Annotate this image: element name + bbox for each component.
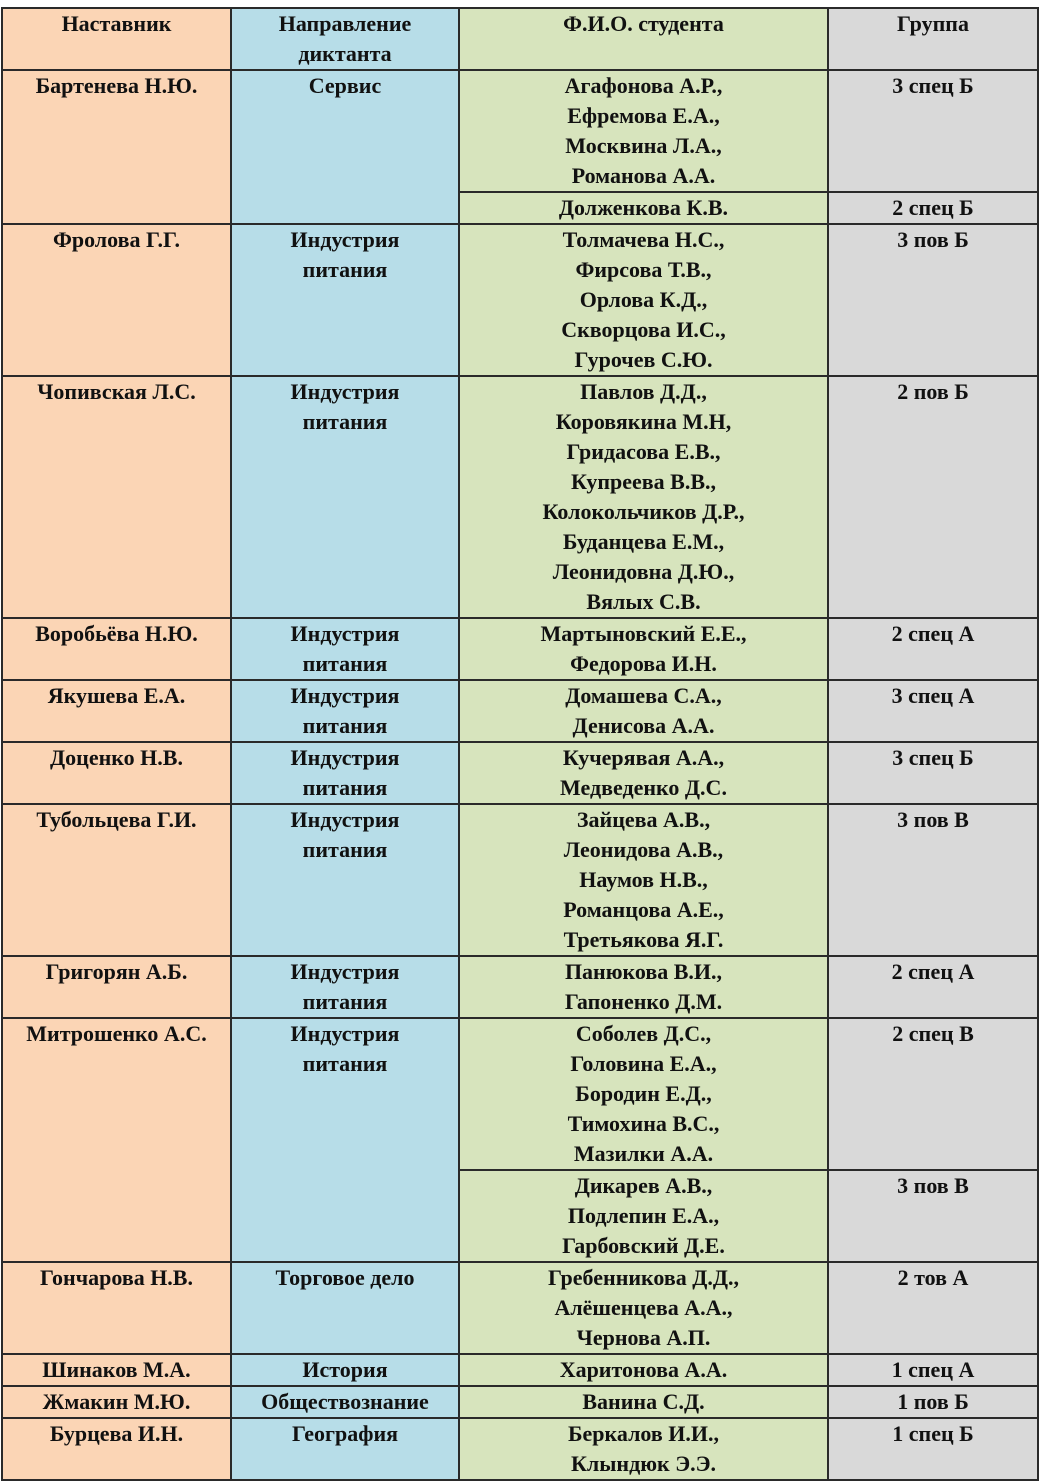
direction-cell — [231, 1354, 459, 1386]
mentor-name: Бартенева Н.Ю. — [35, 73, 198, 98]
student-name: Гапоненко Д.М. — [564, 989, 723, 1014]
group-cell — [828, 1170, 1038, 1262]
header-row — [2, 8, 1038, 70]
mentor-cell — [2, 1386, 231, 1418]
group-cell — [828, 1354, 1038, 1386]
direction-line: питания — [302, 257, 388, 282]
students-cell — [459, 1262, 828, 1354]
group-cell — [828, 618, 1038, 680]
mentor-name: Жмакин М.Ю. — [42, 1389, 191, 1414]
group-cell — [828, 376, 1038, 618]
direction-line: питания — [302, 837, 388, 862]
group-cell — [828, 1018, 1038, 1170]
student-name: Москвина Л.А., — [565, 133, 722, 158]
students-cell — [459, 192, 828, 224]
student-name: Медведенко Д.С. — [560, 775, 727, 800]
student-name: Орлова К.Д., — [579, 287, 708, 312]
student-name: Коровякина М.Н, — [555, 409, 732, 434]
student-name: Вялых С.В. — [586, 589, 701, 614]
student-name: Наумов Н.В., — [579, 867, 708, 892]
student-name: Соболев Д.С., — [575, 1021, 712, 1046]
mentor-name: Чопивская Л.С. — [37, 379, 196, 404]
students-cell — [459, 1386, 828, 1418]
table-row — [2, 1018, 1038, 1170]
direction-cell — [231, 1018, 459, 1262]
student-name: Федорова И.Н. — [570, 651, 717, 676]
mentor-name: Григорян А.Б. — [45, 959, 188, 984]
students-cell — [459, 224, 828, 376]
student-name: Клындюк Э.Э. — [570, 1451, 717, 1476]
students-cell — [459, 70, 828, 192]
student-name: Павлов Д.Д., — [580, 379, 707, 404]
direction-cell — [231, 224, 459, 376]
group-name: 3 пов В — [897, 1173, 969, 1198]
student-name: Гридасова Е.В., — [566, 439, 721, 464]
mentor-name: Тубольцева Г.И. — [36, 807, 197, 832]
mentor-name: Воробьёва Н.Ю. — [35, 621, 198, 646]
student-name: Харитонова А.А. — [559, 1357, 728, 1382]
mentor-cell — [2, 618, 231, 680]
student-name: Ефремова Е.А., — [567, 103, 720, 128]
table-row — [2, 680, 1038, 742]
students-cell — [459, 618, 828, 680]
student-name: Тимохина В.С., — [567, 1111, 720, 1136]
mentor-name: Фролова Г.Г. — [52, 227, 181, 252]
direction-cell — [231, 1262, 459, 1354]
direction-line: Индустрия — [290, 745, 400, 770]
direction-line: География — [291, 1421, 399, 1446]
student-name: Гребенникова Д.Д., — [547, 1265, 740, 1290]
group-name: 3 пов Б — [897, 227, 969, 252]
table-row — [2, 956, 1038, 1018]
group-cell — [828, 192, 1038, 224]
student-name: Мартыновский Е.Е., — [540, 621, 747, 646]
table-row — [2, 618, 1038, 680]
mentor-name: Митрошенко А.С. — [26, 1021, 207, 1046]
student-name: Скворцова И.С., — [561, 317, 726, 342]
student-name: Домашева С.А., — [565, 683, 722, 708]
mentor-name: Шинаков М.А. — [42, 1357, 191, 1382]
student-name: Мазилки А.А. — [573, 1141, 714, 1166]
mentor-cell — [2, 956, 231, 1018]
mentor-name: Доценко Н.В. — [50, 745, 183, 770]
table-row — [2, 742, 1038, 804]
group-name: 1 спец А — [891, 1357, 975, 1382]
direction-cell — [231, 1418, 459, 1480]
mentor-cell — [2, 1354, 231, 1386]
direction-cell — [231, 680, 459, 742]
header-direction-line: диктанта — [298, 41, 392, 66]
student-name: Чернова А.П. — [576, 1325, 711, 1350]
mentor-cell — [2, 376, 231, 618]
group-name: 3 спец Б — [892, 73, 974, 98]
group-name: 2 спец А — [891, 959, 975, 984]
direction-line: питания — [302, 651, 388, 676]
group-cell — [828, 742, 1038, 804]
direction-line: Индустрия — [290, 379, 400, 404]
students-cell — [459, 1354, 828, 1386]
direction-line: Индустрия — [290, 683, 400, 708]
group-name: 2 спец А — [891, 621, 975, 646]
mentor-cell — [2, 1262, 231, 1354]
direction-line: питания — [302, 989, 388, 1014]
header-direction-line: Направление — [278, 11, 412, 36]
group-cell — [828, 804, 1038, 956]
direction-line: питания — [302, 713, 388, 738]
direction-line: Обществознание — [261, 1389, 429, 1414]
student-name: Фирсова Т.В., — [575, 257, 712, 282]
table-row — [2, 1262, 1038, 1354]
student-name: Головина Е.А., — [570, 1051, 717, 1076]
direction-line: Сервис — [308, 73, 382, 98]
direction-cell — [231, 618, 459, 680]
header-group — [828, 8, 1038, 70]
student-name: Агафонова А.Р., — [564, 73, 723, 98]
direction-line: питания — [302, 1051, 388, 1076]
mentor-cell — [2, 804, 231, 956]
direction-line: Индустрия — [290, 959, 400, 984]
mentor-name: Гончарова Н.В. — [39, 1265, 193, 1290]
group-cell — [828, 956, 1038, 1018]
student-name: Романцова А.Е., — [563, 897, 724, 922]
header-direction — [231, 8, 459, 70]
table-body — [2, 70, 1038, 1480]
direction-line: Индустрия — [290, 227, 400, 252]
table-row — [2, 70, 1038, 192]
group-name: 3 спец А — [891, 683, 975, 708]
direction-line: Индустрия — [290, 621, 400, 646]
table-row — [2, 224, 1038, 376]
group-name: 2 пов Б — [897, 379, 969, 404]
student-name: Панюкова В.И., — [564, 959, 723, 984]
direction-cell — [231, 376, 459, 618]
student-name: Денисова А.А. — [572, 713, 715, 738]
direction-line: Индустрия — [290, 1021, 400, 1046]
group-name: 3 пов В — [897, 807, 969, 832]
student-name: Алёшенцева А.А., — [554, 1295, 733, 1320]
table-row — [2, 1418, 1038, 1480]
student-name: Третьякова Я.Г. — [563, 927, 724, 952]
group-name: 2 спец Б — [892, 195, 974, 220]
student-name: Гурочев С.Ю. — [574, 347, 713, 372]
students-cell — [459, 1018, 828, 1170]
direction-cell — [231, 956, 459, 1018]
group-name: 2 тов А — [897, 1265, 969, 1290]
students-cell — [459, 1418, 828, 1480]
group-cell — [828, 1418, 1038, 1480]
table-row — [2, 1386, 1038, 1418]
dictation-table — [1, 7, 1039, 1481]
student-name: Беркалов И.И., — [568, 1421, 719, 1446]
direction-cell — [231, 742, 459, 804]
students-cell — [459, 680, 828, 742]
group-cell — [828, 224, 1038, 376]
student-name: Долженкова К.В. — [558, 195, 729, 220]
student-name: Зайцева А.В., — [576, 807, 711, 832]
table-row — [2, 376, 1038, 618]
mentor-cell — [2, 224, 231, 376]
student-name: Гарбовский Д.Е. — [562, 1233, 725, 1258]
header-mentor — [2, 8, 231, 70]
direction-line: питания — [302, 409, 388, 434]
group-name: 1 пов Б — [897, 1389, 969, 1414]
mentor-name: Бурцева И.Н. — [49, 1421, 184, 1446]
header-mentor-text: Наставник — [61, 11, 172, 36]
group-cell — [828, 1386, 1038, 1418]
student-name: Леонидова А.В., — [563, 837, 724, 862]
student-name: Леонидовна Д.Ю., — [552, 559, 735, 584]
mentor-cell — [2, 742, 231, 804]
student-name: Колокольчиков Д.Р., — [542, 499, 745, 524]
header-student — [459, 8, 828, 70]
direction-line: История — [302, 1357, 388, 1382]
group-name: 1 спец Б — [892, 1421, 974, 1446]
table-row — [2, 1354, 1038, 1386]
table-row — [2, 804, 1038, 956]
direction-line: Индустрия — [290, 807, 400, 832]
mentor-cell — [2, 680, 231, 742]
header-student-text: Ф.И.О. студента — [563, 11, 724, 36]
student-name: Бородин Е.Д., — [575, 1081, 712, 1106]
students-cell — [459, 1170, 828, 1262]
group-cell — [828, 1262, 1038, 1354]
student-name: Купреева В.В., — [570, 469, 717, 494]
students-cell — [459, 804, 828, 956]
header-group-text: Группа — [897, 11, 969, 36]
student-name: Подлепин Е.А., — [567, 1203, 720, 1228]
mentor-cell — [2, 1018, 231, 1262]
student-name: Дикарев А.В., — [574, 1173, 713, 1198]
student-name: Буданцева Е.М., — [562, 529, 725, 554]
direction-line: Торговое дело — [275, 1265, 415, 1290]
group-cell — [828, 70, 1038, 192]
student-name: Романова А.А. — [571, 163, 716, 188]
direction-cell — [231, 70, 459, 224]
direction-line: питания — [302, 775, 388, 800]
student-name: Ванина С.Д. — [582, 1389, 705, 1414]
direction-cell — [231, 1386, 459, 1418]
direction-cell — [231, 804, 459, 956]
group-name: 3 спец Б — [892, 745, 974, 770]
students-cell — [459, 956, 828, 1018]
student-name: Кучерявая А.А., — [562, 745, 725, 770]
mentor-name: Якушева Е.А. — [47, 683, 186, 708]
student-name: Толмачева Н.С., — [562, 227, 725, 252]
group-cell — [828, 680, 1038, 742]
students-cell — [459, 742, 828, 804]
mentor-cell — [2, 70, 231, 224]
group-name: 2 спец В — [892, 1021, 974, 1046]
mentor-cell — [2, 1418, 231, 1480]
students-cell — [459, 376, 828, 618]
